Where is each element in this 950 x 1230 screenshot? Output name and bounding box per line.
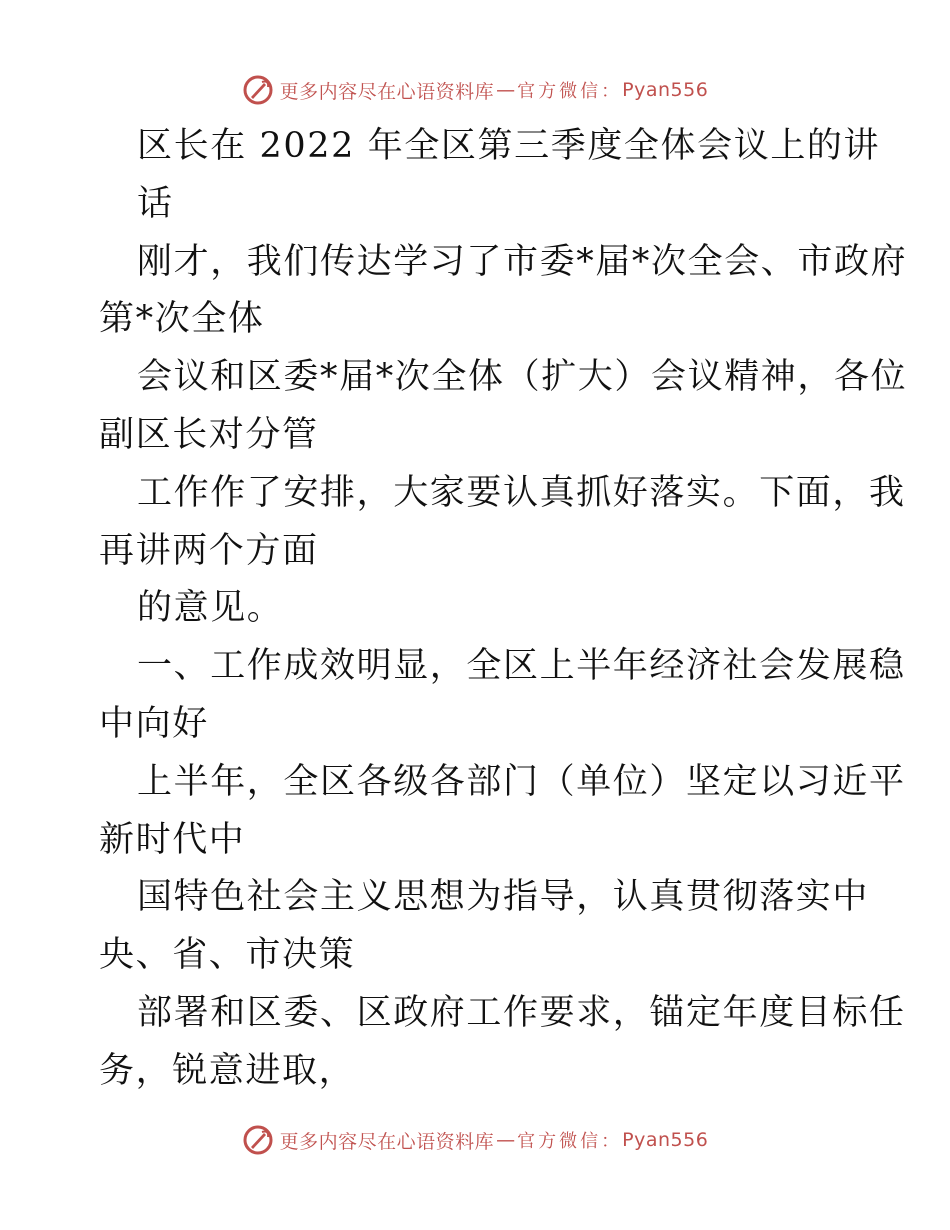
section-heading-line: 一、工作成效明显，全区上半年经济社会发展稳 <box>137 646 906 687</box>
watermark-wechat-id: Pyan556 <box>622 1129 709 1151</box>
paragraph-line: 上半年，全区各级各部门（单位）坚定以习近平 <box>137 761 906 802</box>
paragraph-line: 新时代中 <box>99 819 246 860</box>
watermark-wechat-label: 官方微信： <box>517 81 623 102</box>
watermark-wechat-label: 官方微信： <box>517 1131 623 1152</box>
watermark-wechat-id: Pyan556 <box>622 79 709 101</box>
watermark-dash: — <box>496 1129 516 1151</box>
paragraph-line: 务，锐意进取， <box>99 1050 356 1091</box>
section-heading-line: 中向好 <box>99 703 209 744</box>
doc-title-line-2: 话 <box>137 183 174 224</box>
quill-logo-icon <box>242 74 274 106</box>
document-body <box>99 118 908 1101</box>
paragraph-line: 刚才，我们传达学习了市委*届*次全会、市政府 <box>137 241 908 282</box>
paragraph-line: 副区长对分管 <box>99 414 319 455</box>
paragraph-line: 央、省、市决策 <box>99 935 356 976</box>
paragraph-line: 部署和区委、区政府工作要求，锚定年度目标任 <box>137 992 906 1033</box>
watermark-title: 更多内容尽在心语资料库 <box>279 1130 495 1153</box>
watermark-title: 更多内容尽在心语资料库 <box>279 80 495 103</box>
paragraph-line: 再讲两个方面 <box>99 530 319 571</box>
quill-logo-icon <box>242 1124 274 1156</box>
watermark-footer <box>0 1120 950 1160</box>
paragraph-line: 国特色社会主义思想为指导，认真贯彻落实中 <box>137 877 870 918</box>
paragraph-line: 的意见。 <box>137 588 284 629</box>
watermark-header <box>0 70 950 110</box>
watermark-dash: — <box>496 79 516 101</box>
paragraph-line: 会议和区委*届*次全体（扩大）会议精神，各位 <box>137 357 908 398</box>
doc-title-line-1: 区长在 2022 年全区第三季度全体会议上的讲 <box>137 126 881 166</box>
paragraph-line: 第*次全体 <box>99 299 265 340</box>
paragraph-line: 工作作了安排，大家要认真抓好落实。下面，我 <box>137 472 906 513</box>
